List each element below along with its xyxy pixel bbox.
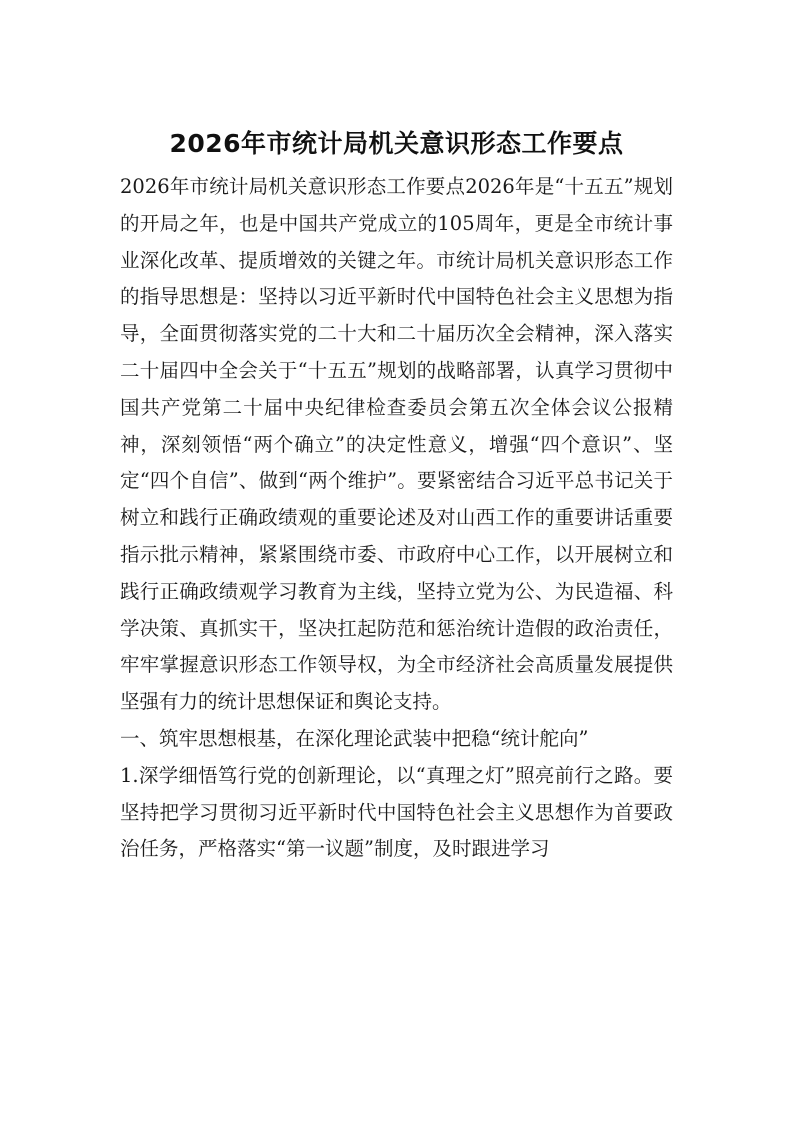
document-title: 2026年市统计局机关意识形态工作要点 bbox=[169, 129, 624, 158]
document-body bbox=[120, 169, 673, 868]
section-heading-1: 一、筑牢思想根基，在深化理论武装中把稳“统计舵向” bbox=[120, 726, 589, 750]
intro-paragraph: 2026年市统计局机关意识形态工作要点2026年是“十五五”规划的开局之年，也是中国共产党成立的105周年，更是全市统计事业深化改革、提质增效的关键之年。市统计局机关意识形态工作的指导思想是：坚持以习近平新时代中国特色社会主义思想为指导，全面贯彻落实党的二十大和二十届历次全会精神，深入落实二十届四中全会关于“十五五”规划的战略部署，认真学习贯彻中国共产党第二十届中央纪律检查委员会第五次全体会议公报精神，深刻领悟“两个确立”的决定性意义，增强“四个意识”、坚定“四个自信”、做到“两个维护”。要紧密结合习近平总书记关于树立和践行正确政绩观的重要论述及对山西工作的重要讲话重要指示批示精神，紧紧围绕市委、市政府中心工作，以开展树立和践行正确政绩观学习教育为主线，坚持立党为公、为民造福、科学决策、真抓实干，坚决扛起防范和惩治统计造假的政治责任，牢牢掌握意识形态工作领导权，为全市经济社会高质量发展提供坚强有力的统计思想保证和舆论支持。 bbox=[120, 175, 673, 714]
item-paragraph-1: 1.深学细悟笃行党的创新理论，以“真理之灯”照亮前行之路。要坚持把学习贯彻习近平新时代中国特色社会主义思想作为首要政治任务，严格落实“第一议题”制度，及时跟进学习 bbox=[120, 763, 673, 861]
